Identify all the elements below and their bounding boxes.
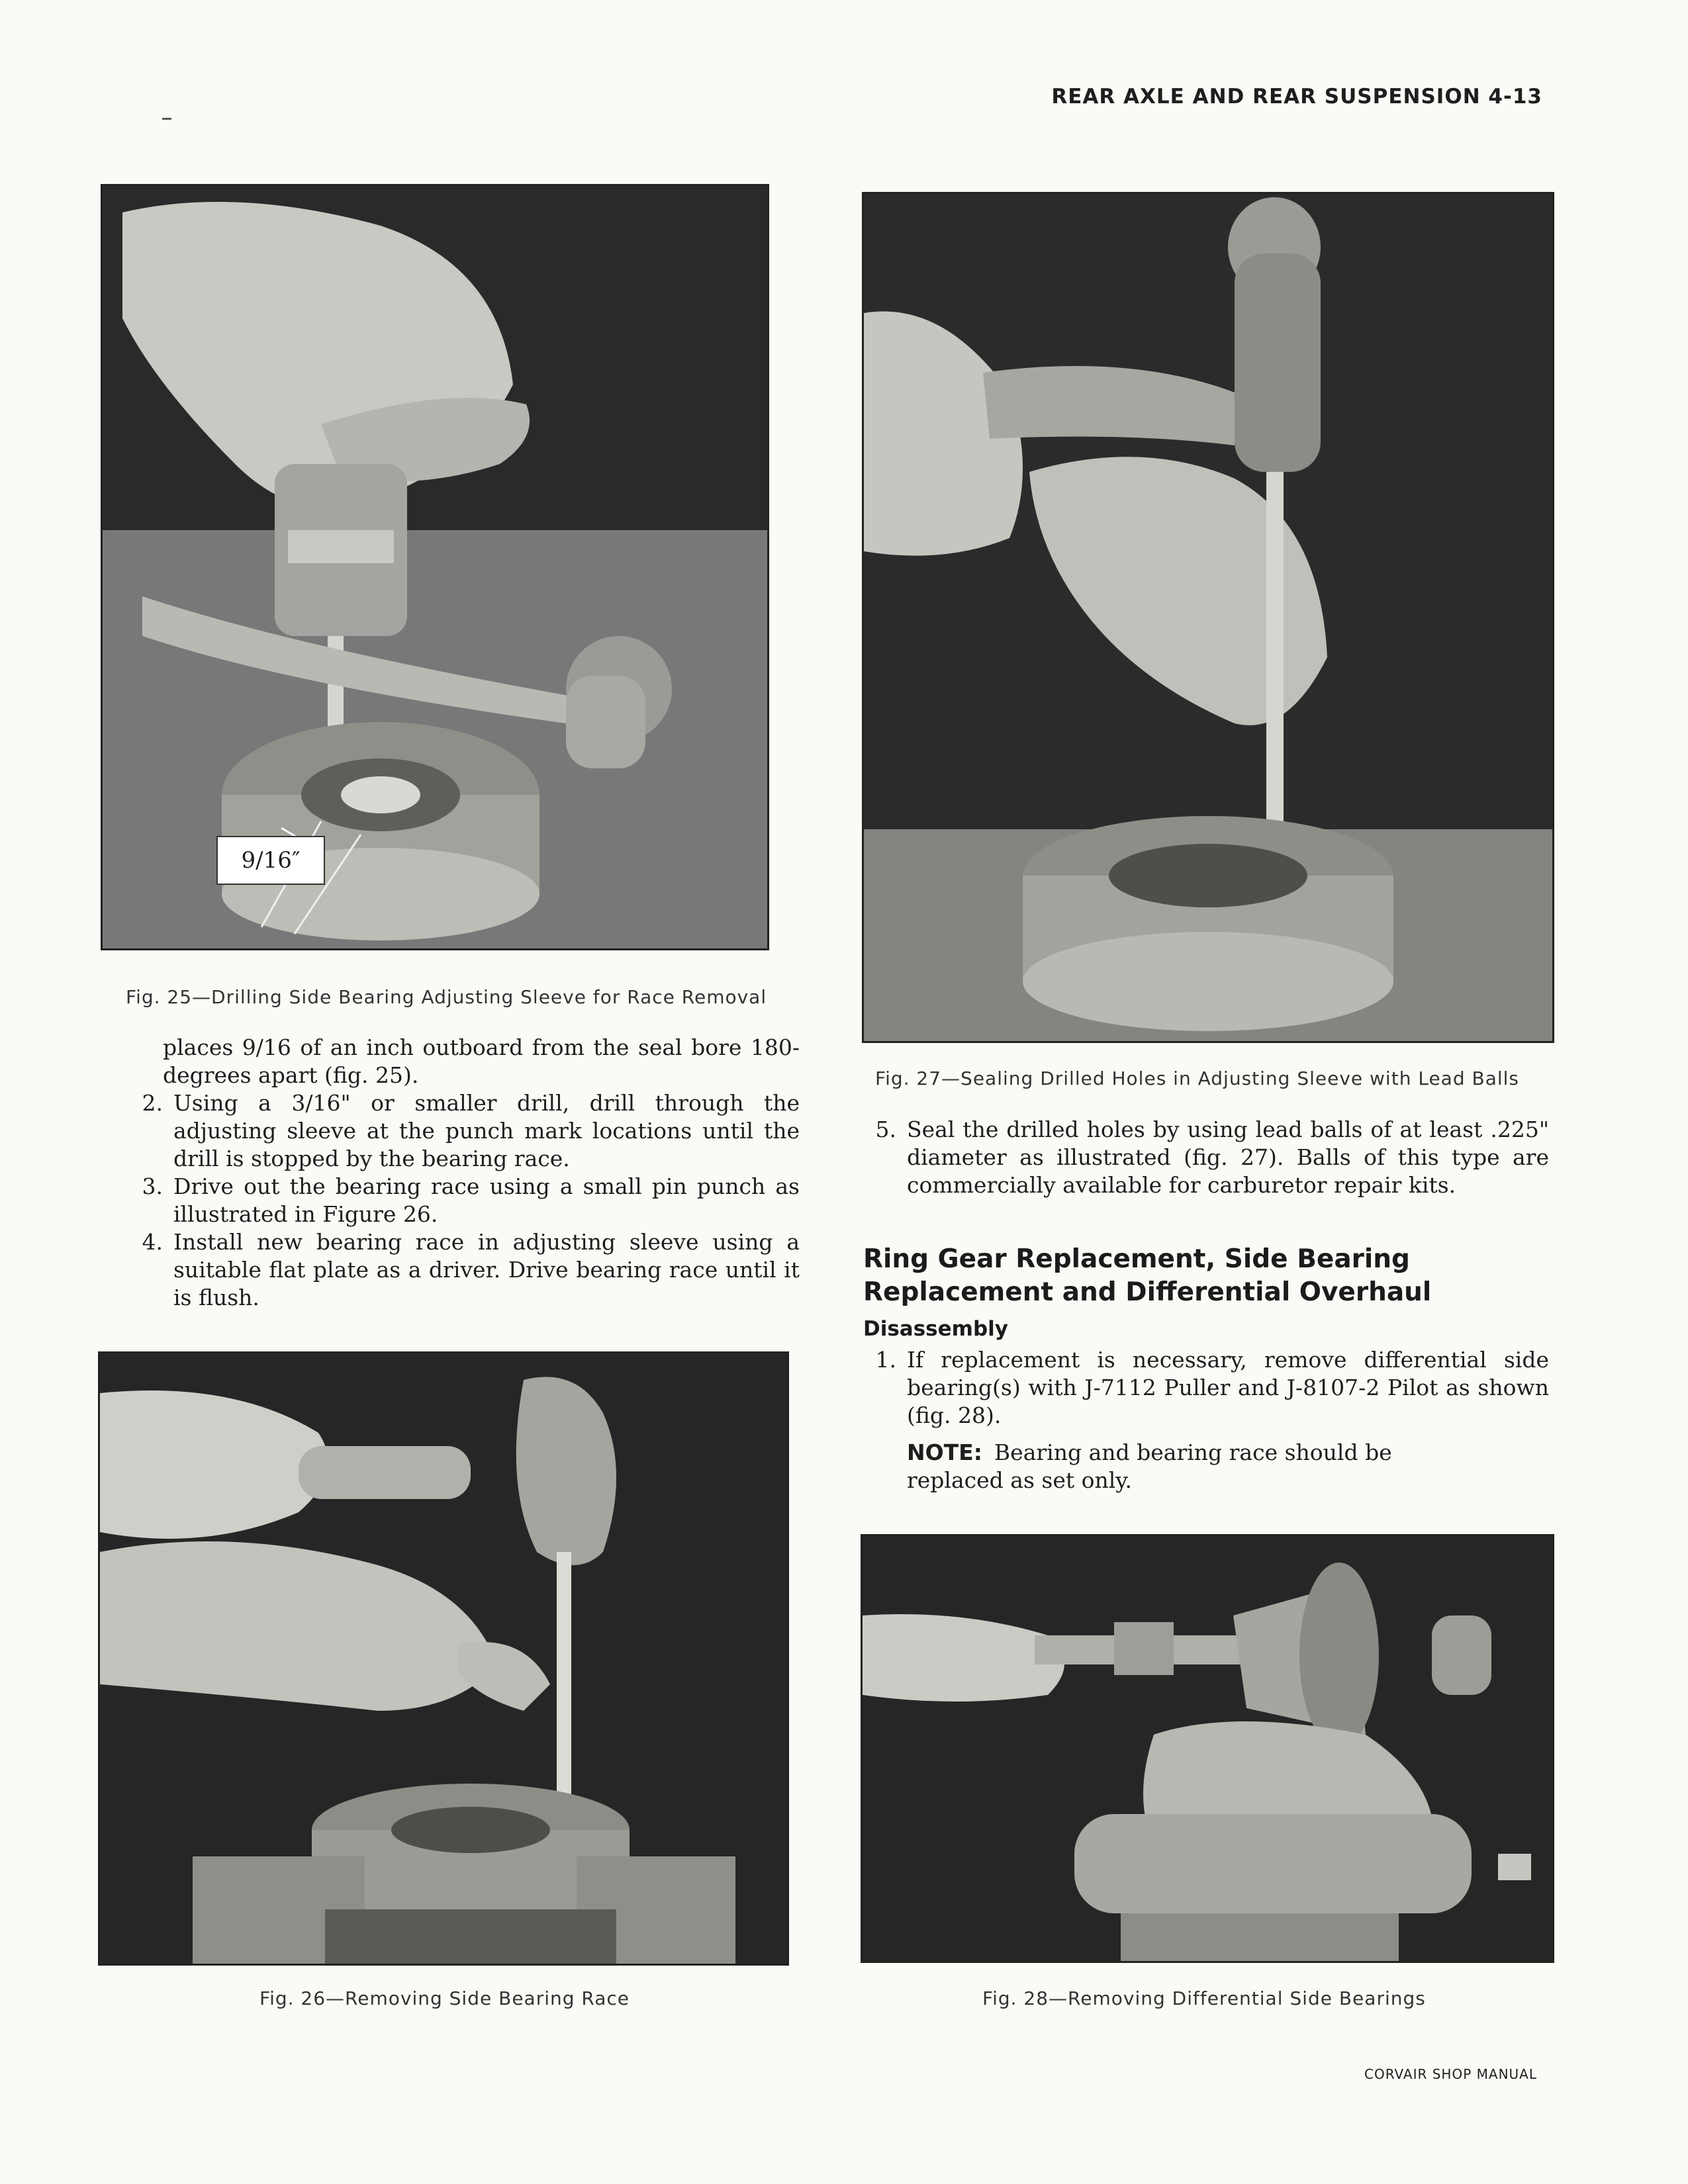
note-text: Bearing and bearing race should be replaced as set only. bbox=[907, 1439, 1392, 1493]
step-text: Drive out the bearing race using a small pin punch as illustrated in Figure 26. bbox=[173, 1173, 800, 1227]
fig27-caption: Fig. 27—Sealing Drilled Holes in Adjusting Sleeve with Lead Balls bbox=[875, 1068, 1520, 1089]
step-3 bbox=[130, 1173, 800, 1228]
left-column-text bbox=[130, 1034, 800, 1312]
scan-mark bbox=[162, 118, 171, 120]
fig26-caption: Fig. 26—Removing Side Bearing Race bbox=[259, 1987, 630, 2009]
page-footer: CORVAIR SHOP MANUAL bbox=[1364, 2066, 1537, 2082]
step-4 bbox=[130, 1228, 800, 1312]
heading-line-1: Ring Gear Replacement, Side Bearing bbox=[863, 1244, 1410, 1274]
section-heading bbox=[863, 1243, 1431, 1309]
note-paragraph bbox=[907, 1439, 1489, 1494]
step-number: 1. bbox=[875, 1347, 896, 1373]
fig28-photo bbox=[861, 1534, 1554, 1963]
dimension-callout: 9/16″ bbox=[216, 836, 325, 885]
step-number: 5. bbox=[875, 1116, 896, 1142]
fig26-photo bbox=[98, 1351, 789, 1966]
step-5 bbox=[863, 1116, 1549, 1199]
heading-line-2: Replacement and Differential Overhaul bbox=[863, 1277, 1432, 1307]
step-1-item bbox=[863, 1346, 1549, 1430]
step-1 bbox=[863, 1346, 1549, 1430]
step-2 bbox=[130, 1089, 800, 1173]
fig27-photo bbox=[862, 192, 1554, 1043]
step-text: Using a 3/16" or smaller drill, drill through the adjusting sleeve at the punch mark locations until the drill is stopped by the bearing race. bbox=[173, 1090, 800, 1171]
step-5-item bbox=[863, 1116, 1549, 1199]
step-text: Seal the drilled holes by using lead balls of at least .225" diameter as illustrated (fig. 27). Balls of this type are commercially available for carburetor repair kits. bbox=[907, 1116, 1549, 1198]
fig28-caption: Fig. 28—Removing Differential Side Bearings bbox=[982, 1987, 1426, 2009]
step-text: Install new bearing race in adjusting sleeve using a suitable flat plate as a driver. Drive bearing race until it is flush. bbox=[173, 1229, 800, 1310]
page-header: REAR AXLE AND REAR SUSPENSION 4-13 bbox=[1051, 85, 1542, 109]
continuation-paragraph: places 9/16 of an inch outboard from the seal bore 180-degrees apart (fig. 25). bbox=[163, 1034, 800, 1088]
fig25-photo bbox=[101, 184, 769, 950]
step-number: 3. bbox=[142, 1173, 163, 1199]
step-number: 2. bbox=[142, 1090, 163, 1116]
subheading-disassembly: Disassembly bbox=[863, 1317, 1008, 1341]
step-text: If replacement is necessary, remove differential side bearing(s) with J-7112 Puller and J-8107-2 Pilot as shown (fig. 28). bbox=[907, 1347, 1549, 1428]
fig25-caption: Fig. 25—Drilling Side Bearing Adjusting Sleeve for Race Removal bbox=[126, 986, 767, 1008]
step-number: 4. bbox=[142, 1229, 163, 1255]
note-label: NOTE: bbox=[907, 1439, 982, 1465]
